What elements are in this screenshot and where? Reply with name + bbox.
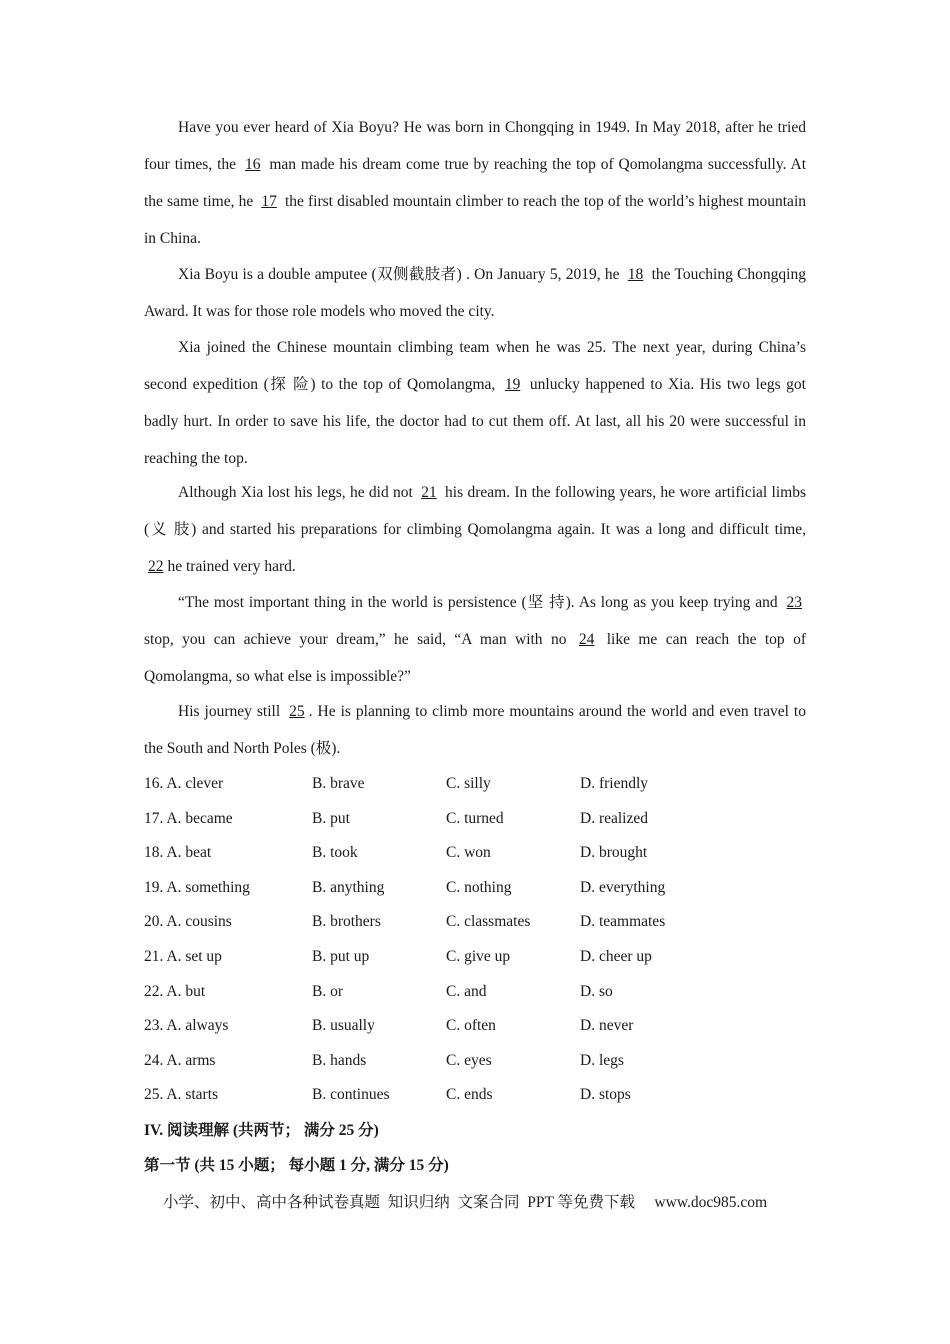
option-c: C. silly (446, 775, 491, 792)
option-a: 23. A. always (144, 1017, 229, 1034)
footer-text: 小学、初中、高中各种试卷真题 知识归纳 文案合同 PPT 等免费下载 www.doc985.com (163, 1194, 768, 1211)
option-b: B. continues (312, 1086, 390, 1103)
passage-paragraph-6 (144, 693, 806, 767)
section-heading: IV. 阅读理解 (共两节； 满分 25 分) (144, 1122, 379, 1139)
option-d: D. realized (580, 810, 648, 827)
option-row-25 (144, 1083, 806, 1107)
option-c: C. classmates (446, 913, 531, 930)
passage-paragraph-1 (144, 109, 806, 257)
paragraph-text: Have you ever heard of Xia Boyu? He was born in Chongqing in 1949. In May 2018, after he tried four times, the (144, 119, 806, 173)
option-b: B. brave (312, 775, 365, 792)
subsection-heading: 第一节 (共 15 小题； 每小题 1 分, 满分 15 分) (144, 1157, 449, 1174)
option-b: B. usually (312, 1017, 375, 1034)
option-d: D. cheer up (580, 948, 652, 965)
option-row-17 (144, 807, 806, 831)
blank-18: 18 (627, 266, 644, 283)
option-row-19 (144, 876, 806, 900)
paragraph-text: Xia Boyu is a double amputee (双侧截肢者) . On January 5, 2019, he (178, 266, 624, 283)
option-d: D. friendly (580, 775, 649, 792)
paragraph-text: Although Xia lost his legs, he did not (178, 484, 418, 501)
option-b: B. took (312, 844, 358, 861)
option-row-16 (144, 772, 806, 796)
paragraph-text: . He is planning to climb more mountains around the world and even travel to the South and North Poles (极). (144, 703, 806, 757)
passage-paragraph-5 (144, 584, 806, 695)
passage-paragraph-2 (144, 256, 806, 330)
paragraph-text: he trained very hard. (167, 558, 296, 575)
option-b: B. put up (312, 948, 370, 965)
option-row-22 (144, 980, 806, 1004)
option-a: 25. A. starts (144, 1086, 219, 1103)
blank-22: 22 (148, 558, 164, 575)
blank-21: 21 (421, 484, 437, 501)
paragraph-text: man made his dream come true by reaching the top of Qomolangma successfully. At the same time, he (144, 156, 806, 210)
paragraph-text: stop, you can achieve your dream,” he said, “A man with no (144, 631, 575, 648)
paragraph-text: His journey still (178, 703, 286, 720)
option-d: D. never (580, 1017, 634, 1034)
option-a: 20. A. cousins (144, 913, 232, 930)
paragraph-text: like me can reach the top of Qomolangma, so what else is impossible?” (144, 631, 806, 685)
option-d: D. legs (580, 1052, 624, 1069)
option-b: B. brothers (312, 913, 381, 930)
option-c: C. nothing (446, 879, 512, 896)
option-a: 19. A. something (144, 879, 250, 896)
option-row-21 (144, 945, 806, 969)
option-c: C. turned (446, 810, 504, 827)
blank-17: 17 (261, 193, 277, 210)
option-b: B. hands (312, 1052, 367, 1069)
option-b: B. or (312, 983, 343, 1000)
option-a: 17. A. became (144, 810, 233, 827)
option-row-20 (144, 910, 806, 934)
paragraph-text: the first disabled mountain climber to reach the top of the world’s highest mountain in China. (144, 193, 806, 247)
blank-23: 23 (786, 594, 802, 611)
paragraph-text: his dream. In the following years, he wore artificial limbs (义 肢) and started his preparations for climbing Qomolangma again. It was a long and difficult time, (144, 484, 806, 538)
option-d: D. everything (580, 879, 666, 896)
passage-paragraph-4 (144, 474, 806, 585)
paragraph-text: Xia joined the Chinese mountain climbing team when he was 25. The next year, during China’s second expedition (探 险) to the top of Qomolangma, (144, 339, 806, 393)
option-a: 24. A. arms (144, 1052, 216, 1069)
option-c: C. ends (446, 1086, 493, 1103)
option-c: C. and (446, 983, 487, 1000)
option-c: C. often (446, 1017, 496, 1034)
blank-25: 25 (289, 703, 305, 720)
option-row-24 (144, 1049, 806, 1073)
option-a: 18. A. beat (144, 844, 212, 861)
option-row-23 (144, 1014, 806, 1038)
option-row-18 (144, 841, 806, 865)
passage-paragraph-3 (144, 329, 806, 477)
option-b: B. anything (312, 879, 385, 896)
option-a: 22. A. but (144, 983, 206, 1000)
option-d: D. so (580, 983, 613, 1000)
blank-16: 16 (244, 156, 261, 173)
paragraph-text: the Touching Chongqing Award. It was for those role models who moved the city. (144, 266, 806, 320)
option-c: C. eyes (446, 1052, 492, 1069)
option-b: B. put (312, 810, 350, 827)
option-d: D. teammates (580, 913, 666, 930)
option-a: 21. A. set up (144, 948, 222, 965)
blank-19: 19 (504, 376, 521, 393)
option-d: D. stops (580, 1086, 631, 1103)
option-c: C. won (446, 844, 491, 861)
option-d: D. brought (580, 844, 648, 861)
option-a: 16. A. clever (144, 775, 224, 792)
paragraph-text: unlucky happened to Xia. His two legs got badly hurt. In order to save his life, the doctor had to cut them off. At last, all his 20 were successful in reaching the top. (144, 376, 806, 467)
paragraph-text: “The most important thing in the world is persistence (坚 持). As long as you keep trying and (178, 594, 783, 611)
option-c: C. give up (446, 948, 511, 965)
blank-24: 24 (578, 631, 595, 648)
